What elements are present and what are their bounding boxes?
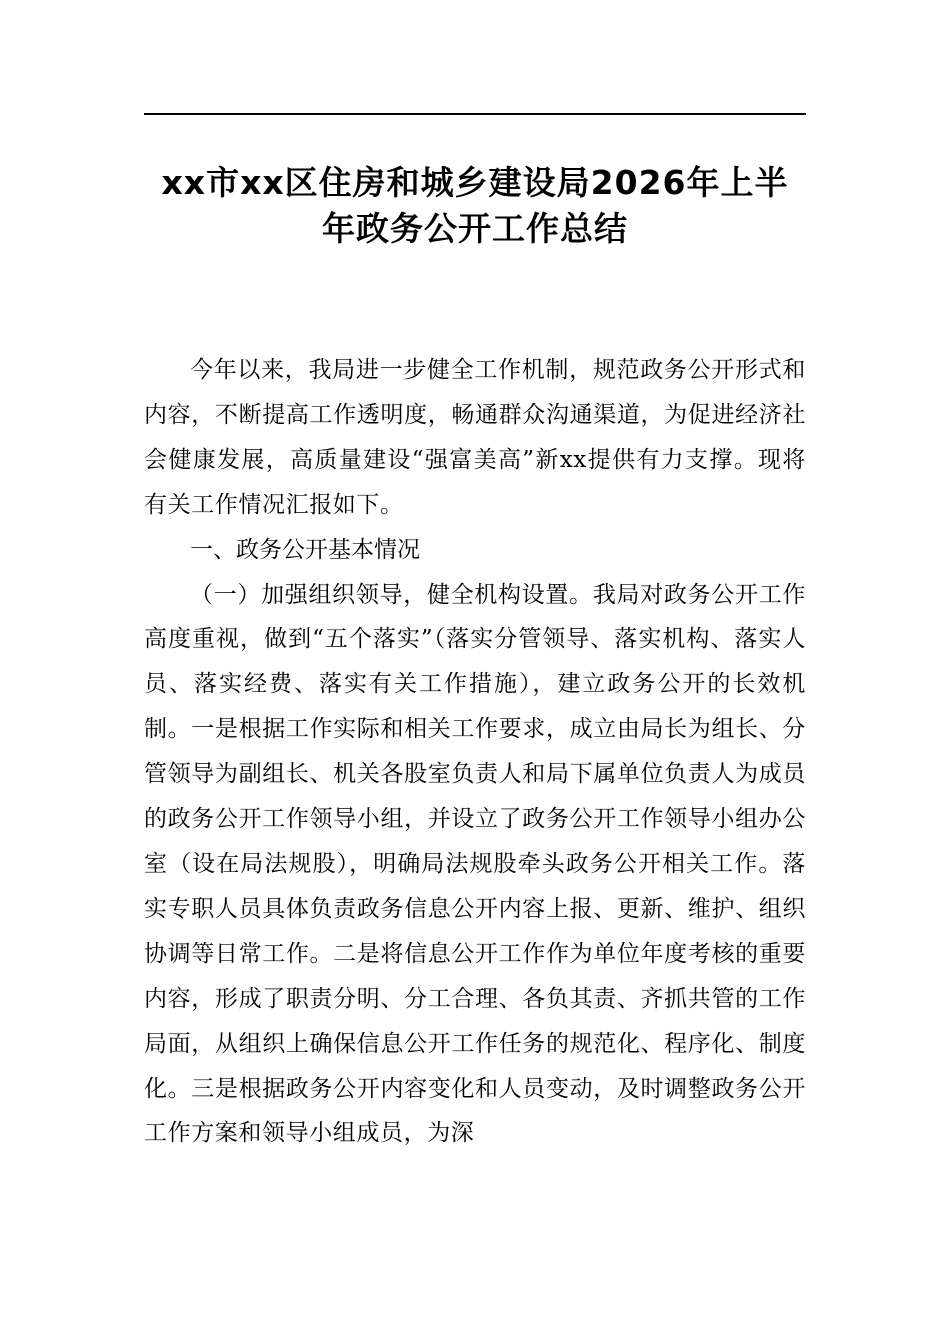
header-rule xyxy=(144,113,806,115)
title-line-2: 年政务公开工作总结 xyxy=(322,209,628,248)
title-line-1: xx市xx区住房和城乡建设局2026年上半 xyxy=(161,163,789,202)
section-1-paragraph-1: （一）加强组织领导，健全机构设置。我局对政务公开工作高度重视，做到“五个落实”（落实分管领导、落实机构、落实人员、落实经费、落实有关工作措施），建立政务公开的长效机制。一是根据工作实际和相关工作要求，成立由局长为组长、分管领导为副组长、机关各股室负责人和局下属单位负责人为成员的政务公开工作领导小组，并设立了政务公开工作领导小组办公室（设在局法规股），明确局法规股牵头政务公开相关工作。落实专职人员具体负责政务信息公开内容上报、更新、维护、组织协调等日常工作。二是将信息公开工作作为单位年度考核的重要内容，形成了职责分明、分工合理、各负其责、齐抓共管的工作局面，从组织上确保信息公开工作任务的规范化、程序化、制度化。三是根据政务公开内容变化和人员变动，及时调整政务公开工作方案和领导小组成员，为深 xyxy=(144,581,806,1147)
section-heading-1: 一、政务公开基本情况 xyxy=(190,536,420,563)
document-title xyxy=(144,160,806,252)
document-body xyxy=(144,348,806,1156)
intro-paragraph: 今年以来，我局进一步健全工作机制，规范政务公开形式和内容，不断提高工作透明度，畅通群众沟通渠道，为促进经济社会健康发展，高质量建设“强富美高”新xx提供有力支撑。现将有关工作情况汇报如下。 xyxy=(144,357,806,518)
